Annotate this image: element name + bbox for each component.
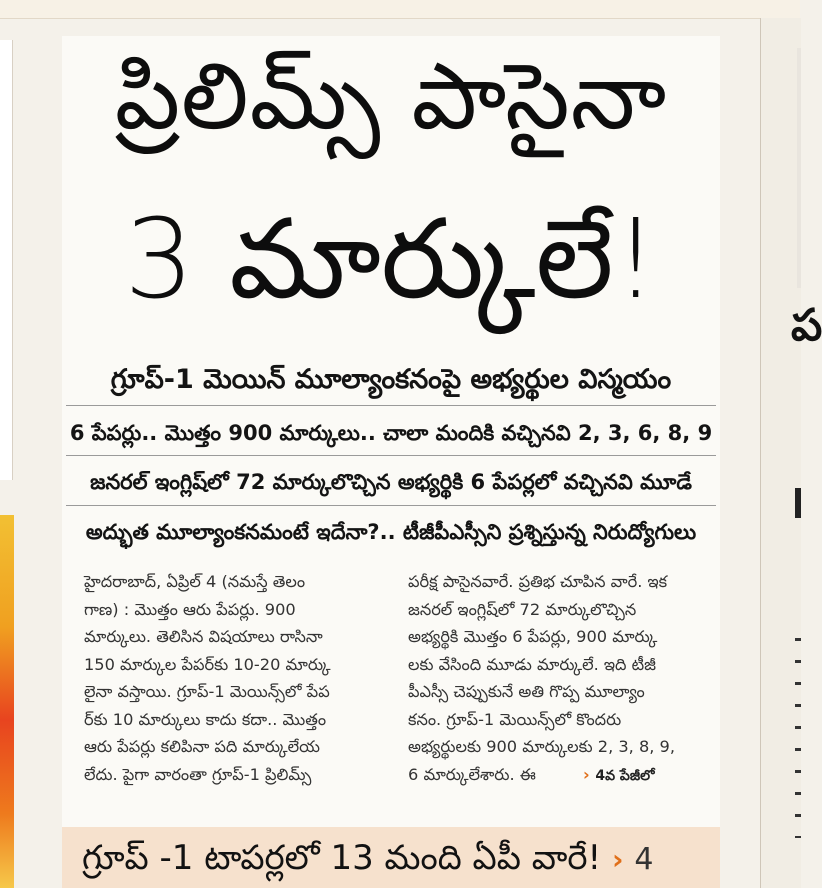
body-line-last [408, 761, 710, 789]
footer-teaser[interactable] [62, 827, 720, 888]
body-line: కనం. గ్రూప్-1 మెయిన్స్‌లో కొందరు [408, 709, 622, 729]
top-band [0, 0, 800, 19]
body-column-2 [408, 568, 710, 788]
subhead-evaluation: అద్భుత మూల్యాంకనమంటే ఇదేనా?.. టీజీపీఎస్సీని ప్రశ్నిస్తున్న నిరుద్యోగులు [85, 520, 697, 544]
body-line: లకు వేసింది మూడు మార్కులే. ఇది టీజీ [408, 654, 656, 674]
body-line: ఆరు పేపర్లు కలిపినా పది మార్కులేయ [84, 737, 320, 756]
headline-line-1: ప్రిలిమ్స్ పాసైనా [114, 43, 668, 150]
footer-text: గ్రూప్ -1 టాపర్లలో 13 మంది ఏపీ వారే! [82, 838, 602, 878]
body-line: ర్‌కు 10 మార్కులు కాదు కదా.. మొత్తం [84, 709, 327, 729]
subhead-english: జనరల్ ఇంగ్లిష్‌లో 72 మార్కులొచ్చిన అభ్యర్థికి 6 పేపర్లలో వచ్చినవి మూడే [90, 470, 692, 494]
continuation-label: 4వ పేజీలో [595, 767, 655, 784]
body-line: లైనా వస్తాయి. గ్రూప్-1 మెయిన్స్‌లో పేప [84, 682, 330, 701]
headline-line-2: 3 మార్కులే! [124, 195, 658, 323]
continuation-ref[interactable] [583, 765, 654, 784]
body-line: లేదు. పైగా వారంతా గ్రూప్-1 ప్రిలిమ్స్ [84, 764, 312, 784]
divider [66, 405, 716, 406]
subhead-main: గ్రూప్-1 మెయిన్ మూల్యాంకనంపై అభ్యర్థుల విస్మయం [110, 364, 672, 395]
body-line: జనరల్ ఇంగ్లిష్‌లో 72 మార్కులొచ్చిన [408, 599, 637, 619]
body-column-1 [84, 568, 384, 788]
body-line: 150 మార్కుల పేపర్‌కు 10-20 మార్కు [84, 654, 331, 674]
left-neighbor-column [0, 40, 13, 480]
body-line-text: 6 మార్కులేశారు. ఈ [408, 764, 536, 784]
chevron-right-icon: › [611, 843, 624, 876]
right-neighbor-column: ప [760, 18, 801, 888]
subhead-marks: 6 పేపర్లు.. మొత్తం 900 మార్కులు.. చాలా మందికి వచ్చినవి 2, 3, 6, 8, 9 [69, 421, 713, 445]
body-line: పరీక్ష పాసైనవారే. ప్రతిభ చూపిన వారే. ఇక [408, 572, 668, 591]
footer-page-number: 4 [634, 842, 654, 877]
divider [66, 505, 716, 506]
body-line: పీఎస్సీ చెప్పుకునే అతి గొప్ప మూల్యాం [408, 682, 645, 701]
footer-line [82, 835, 653, 883]
divider [66, 455, 716, 456]
body-line: హైదరాబాద్, ఏప్రిల్ 4 (నమస్తే తెలం [84, 572, 306, 591]
body-line: గాణ) : మొత్తం ఆరు పేపర్లు. 900 [84, 599, 296, 619]
body-line: మార్కులు. తెలిసిన విషయాలు రాసినా [84, 627, 323, 646]
body-line: అభ్యర్థికి మొత్తం 6 పేపర్లు, 900 మార్కు [408, 627, 658, 646]
left-neighbor-ad [0, 515, 14, 888]
body-line: అభ్యర్థులకు 900 మార్కులకు 2, 3, 8, 9, [408, 737, 675, 756]
chevron-right-icon: › [583, 764, 590, 784]
